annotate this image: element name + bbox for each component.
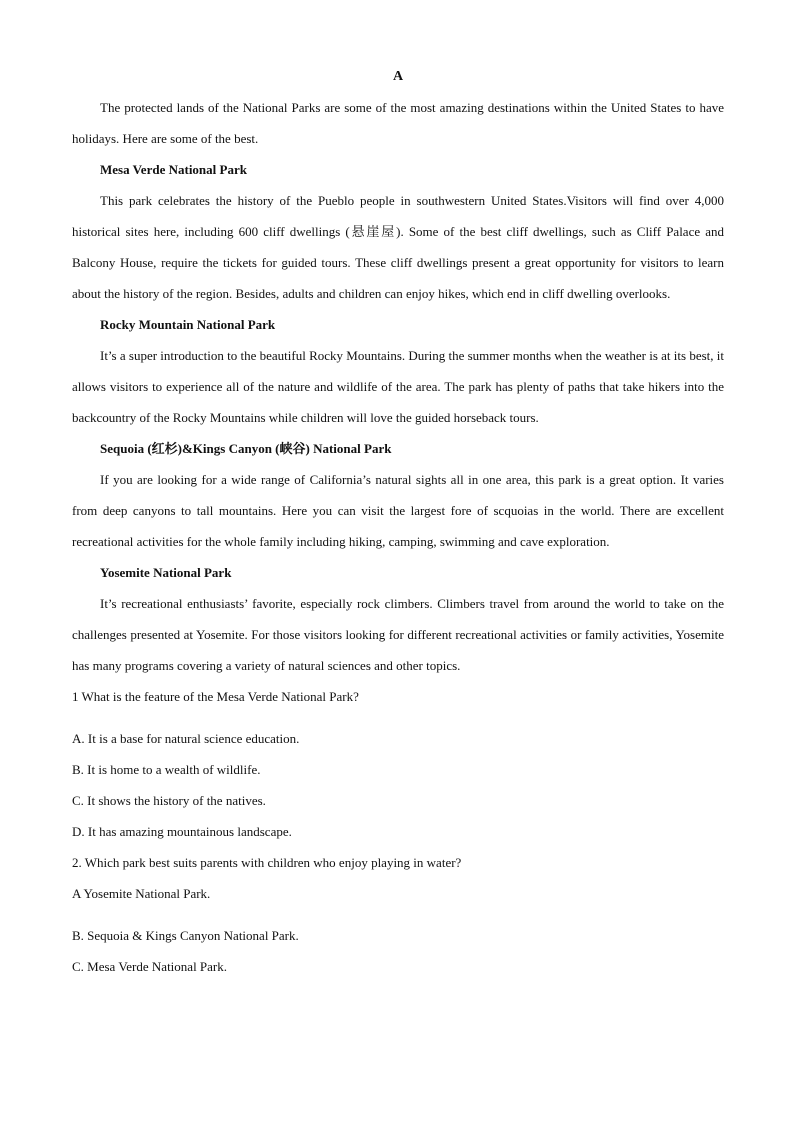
- park-heading-sequoia-kings-canyon: Sequoia (红杉)&Kings Canyon (峡谷) National Park: [100, 441, 392, 456]
- question-1-option-d: D. It has amazing mountainous landscape.: [72, 824, 292, 839]
- question-2-option-a: A Yosemite National Park.: [72, 886, 211, 901]
- passage-intro: The protected lands of the National Parks are some of the most amazing destinations within the United States to have holidays. Here are some of the best.: [72, 100, 724, 146]
- question-2-option-b: B. Sequoia & Kings Canyon National Park.: [72, 928, 299, 943]
- question-2: [72, 847, 724, 982]
- question-2-option-c: C. Mesa Verde National Park.: [72, 959, 228, 974]
- park-text-yosemite: It’s recreational enthusiasts’ favorite, especially rock climbers. Climbers travel from around the world to take on the challenges presented at Yosemite. For those visitors looking for different recreational activities or family activities, Yosemite has many programs covering a variety of natural sciences and other topics.: [72, 596, 724, 673]
- question-1-option-b: B. It is home to a wealth of wildlife.: [72, 762, 261, 777]
- question-1-option-c: C. It shows the history of the natives.: [72, 793, 266, 808]
- question-2-stem: 2. Which park best suits parents with children who enjoy playing in water?: [72, 855, 462, 870]
- question-1-option-a: A. It is a base for natural science education.: [72, 731, 300, 746]
- park-text-sequoia-kings-canyon: If you are looking for a wide range of California’s natural sights all in one area, this park is a great option. It varies from deep canyons to tall mountains. Here you can visit the largest fore of scquoias in the world. There are excellent recreational activities for the whole family including hiking, camping, swimming and cave exploration.: [72, 472, 724, 549]
- park-heading-rocky-mountain: Rocky Mountain National Park: [100, 317, 276, 332]
- park-text-mesa-verde: This park celebrates the history of the Pueblo people in southwestern United States.Visitors will find over 4,000 historical sites here, including 600 cliff dwellings (悬崖屋). Some of the best cliff dwellings, such as Cliff Palace and Balcony House, require the tickets for guided tours. These cliff dwellings present a great opportunity for visitors to learn about the history of the region. Besides, adults and children can enjoy hikes, which end in cliff dwelling overlooks.: [72, 193, 724, 301]
- passage-label: A: [392, 69, 404, 84]
- park-heading-yosemite: Yosemite National Park: [100, 565, 232, 580]
- document-page: [72, 66, 724, 982]
- park-text-rocky-mountain: It’s a super introduction to the beautiful Rocky Mountains. During the summer months when the weather is at its best, it allows visitors to experience all of the nature and wildlife of the area. The park has plenty of paths that take hikers into the backcountry of the Rocky Mountains while children will love the guided horseback tours.: [72, 348, 724, 425]
- question-1-stem: 1 What is the feature of the Mesa Verde National Park?: [72, 689, 359, 704]
- park-heading-mesa-verde: Mesa Verde National Park: [100, 162, 247, 177]
- question-1: [72, 681, 724, 847]
